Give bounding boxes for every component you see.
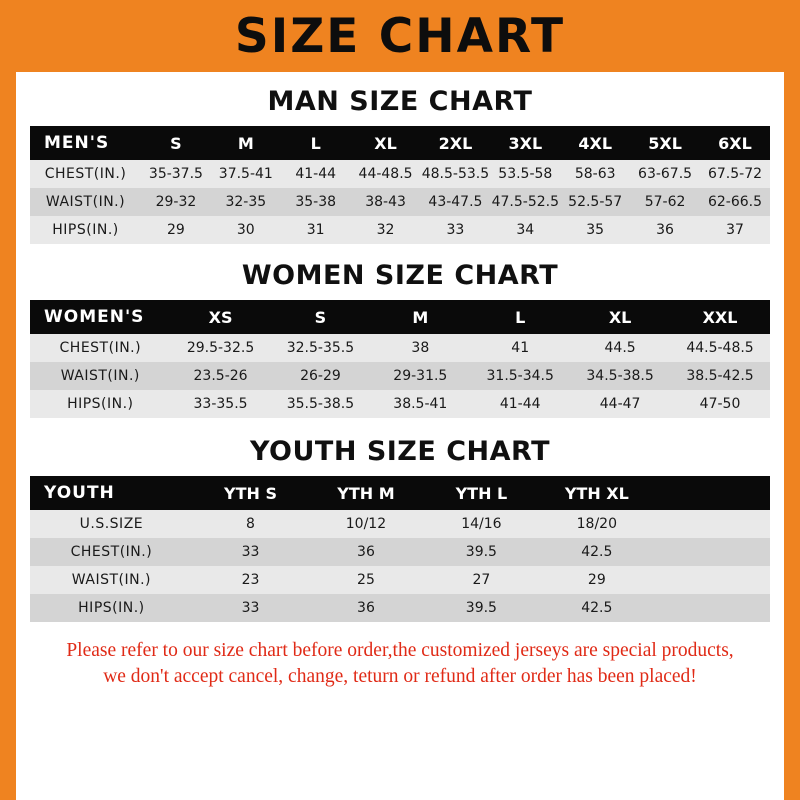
women-header-xxl: XXL [670,300,770,334]
youth-chest-yth-xl: 42.5 [539,538,654,566]
men-waist-xl: 38-43 [351,188,421,216]
table-row [30,390,770,418]
youth-header-yth-l: YTH L [424,476,539,510]
men-waist-6xl: 62-66.5 [700,188,770,216]
men-chest-3xl: 53.5-58 [490,160,560,188]
table-row [30,594,770,622]
women-hips-l: 41-44 [470,390,570,418]
women-header-m: M [370,300,470,334]
youth-hips-yth-m: 36 [308,594,423,622]
section-title-men: MAN SIZE CHART [267,86,533,117]
men-waist-2xl: 43-47.5 [421,188,491,216]
men-chest-xl: 44-48.5 [351,160,421,188]
youth-row-label-hips: HIPS(IN.) [30,594,193,622]
table-row [30,566,770,594]
men-hips-s: 29 [141,216,211,244]
youth-hips-yth-l: 39.5 [424,594,539,622]
men-waist-m: 32-35 [211,188,281,216]
women-waist-xs: 23.5-26 [171,362,271,390]
men-chest-6xl: 67.5-72 [700,160,770,188]
table-header-row [30,126,770,160]
men-hips-l: 31 [281,216,351,244]
youth-chest-yth-s: 33 [193,538,308,566]
women-waist-xxl: 38.5-42.5 [670,362,770,390]
men-chest-m: 37.5-41 [211,160,281,188]
women-header-xl: XL [570,300,670,334]
men-header-2xl: 2XL [421,126,491,160]
women-hips-s: 35.5-38.5 [270,390,370,418]
top-banner [16,0,784,72]
women-chest-l: 41 [470,334,570,362]
women-hips-xxl: 47-50 [670,390,770,418]
women-chest-m: 38 [370,334,470,362]
men-hips-5xl: 36 [630,216,700,244]
table-row [30,216,770,244]
women-hips-m: 38.5-41 [370,390,470,418]
women-hips-xl: 44-47 [570,390,670,418]
table-row [30,362,770,390]
order-notice-line2: we don't accept cancel, change, teturn or refund after order has been placed! [103,666,697,688]
table-header-row [30,300,770,334]
men-row-label-chest: CHEST(IN.) [30,160,141,188]
order-notice-line1: Please refer to our size chart before order,the customized jerseys are special products, [66,640,734,661]
youth-row-label-chest: CHEST(IN.) [30,538,193,566]
table-header-row [30,476,770,510]
youth-waist-yth-m: 25 [308,566,423,594]
youth-ussize-yth-xl: 18/20 [539,510,654,538]
women-chest-xxl: 44.5-48.5 [670,334,770,362]
men-waist-s: 29-32 [141,188,211,216]
men-header-6xl: 6XL [700,126,770,160]
youth-ussize-yth-s: 8 [193,510,308,538]
women-header-l: L [470,300,570,334]
men-header-label: MEN'S [30,126,141,160]
youth-chest-blank [655,538,770,566]
men-size-table [30,126,770,244]
women-waist-m: 29-31.5 [370,362,470,390]
youth-ussize-yth-m: 10/12 [308,510,423,538]
youth-hips-blank [655,594,770,622]
men-header-4xl: 4XL [560,126,630,160]
men-header-5xl: 5XL [630,126,700,160]
women-header-label: WOMEN'S [30,300,171,334]
youth-header-yth-xl: YTH XL [539,476,654,510]
men-hips-xl: 32 [351,216,421,244]
section-title-youth: YOUTH SIZE CHART [249,436,551,467]
men-hips-3xl: 34 [490,216,560,244]
table-row [30,160,770,188]
youth-ussize-yth-l: 14/16 [424,510,539,538]
men-waist-4xl: 52.5-57 [560,188,630,216]
men-waist-3xl: 47.5-52.5 [490,188,560,216]
women-waist-s: 26-29 [270,362,370,390]
youth-waist-yth-xl: 29 [539,566,654,594]
youth-header-yth-s: YTH S [193,476,308,510]
women-waist-l: 31.5-34.5 [470,362,570,390]
youth-waist-yth-l: 27 [424,566,539,594]
table-row [30,188,770,216]
content-area [16,86,784,691]
youth-row-label-ussize: U.S.SIZE [30,510,193,538]
women-chest-s: 32.5-35.5 [270,334,370,362]
youth-header-blank [655,476,770,510]
table-row [30,334,770,362]
youth-chest-yth-l: 39.5 [424,538,539,566]
youth-header-yth-m: YTH M [308,476,423,510]
men-chest-l: 41-44 [281,160,351,188]
men-row-label-hips: HIPS(IN.) [30,216,141,244]
men-chest-5xl: 63-67.5 [630,160,700,188]
men-header-s: S [141,126,211,160]
order-notice [30,638,770,691]
women-size-table [30,300,770,418]
men-header-m: M [211,126,281,160]
women-header-s: S [270,300,370,334]
men-hips-m: 30 [211,216,281,244]
youth-hips-yth-s: 33 [193,594,308,622]
men-waist-l: 35-38 [281,188,351,216]
youth-row-label-waist: WAIST(IN.) [30,566,193,594]
men-waist-5xl: 57-62 [630,188,700,216]
women-row-label-chest: CHEST(IN.) [30,334,171,362]
youth-waist-yth-s: 23 [193,566,308,594]
men-header-xl: XL [351,126,421,160]
women-chest-xs: 29.5-32.5 [171,334,271,362]
men-hips-2xl: 33 [421,216,491,244]
table-row [30,510,770,538]
youth-waist-blank [655,566,770,594]
youth-ussize-blank [655,510,770,538]
women-header-xs: XS [171,300,271,334]
women-chest-xl: 44.5 [570,334,670,362]
men-chest-2xl: 48.5-53.5 [421,160,491,188]
women-hips-xs: 33-35.5 [171,390,271,418]
women-waist-xl: 34.5-38.5 [570,362,670,390]
youth-size-table [30,476,770,622]
page-title: SIZE CHART [234,8,566,64]
women-row-label-waist: WAIST(IN.) [30,362,171,390]
table-row [30,538,770,566]
men-header-l: L [281,126,351,160]
men-row-label-waist: WAIST(IN.) [30,188,141,216]
men-hips-4xl: 35 [560,216,630,244]
youth-hips-yth-xl: 42.5 [539,594,654,622]
women-row-label-hips: HIPS(IN.) [30,390,171,418]
men-chest-4xl: 58-63 [560,160,630,188]
youth-header-label: YOUTH [30,476,193,510]
men-chest-s: 35-37.5 [141,160,211,188]
section-title-women: WOMEN SIZE CHART [241,260,559,291]
men-hips-6xl: 37 [700,216,770,244]
youth-chest-yth-m: 36 [308,538,423,566]
men-header-3xl: 3XL [490,126,560,160]
